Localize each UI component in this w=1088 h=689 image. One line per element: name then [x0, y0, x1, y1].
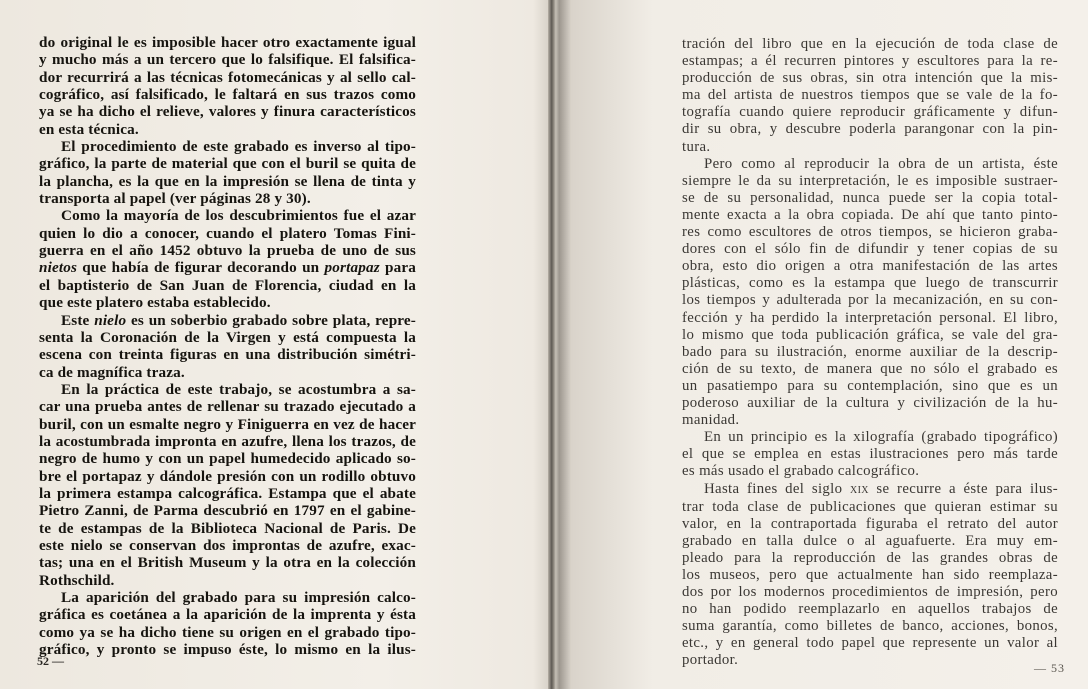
text-line: cográfico, así falsificado, le faltará en sus trazos como	[39, 86, 416, 104]
book-gutter	[548, 0, 556, 689]
text-line: ma del artista de nuestros tiempos que se vale de la fo-	[682, 87, 1058, 104]
text-line: tura.	[682, 138, 711, 155]
text-line: que este platero estaba establecido.	[39, 294, 271, 312]
text-line: senta la Coronación de la Virgen y está compuesta la	[39, 328, 416, 346]
text-line: buril, con un esmalte negro y Finiguerra en vez de hacer	[39, 415, 416, 433]
text-line: tración del libro que en la ejecución de toda clase de	[682, 36, 1058, 52]
text-line: dores con el sólo fin de difundir y tener copias de su	[682, 241, 1058, 258]
text-line: dor recurrirá a las técnicas fotomecánicas y al sello cal-	[39, 68, 416, 86]
text-line: En la práctica de este trabajo, se acostumbra a sa-	[61, 380, 416, 398]
text-line: fección y ha perdido la interpretación personal. El libro,	[682, 309, 1058, 326]
right-page-number: — 53	[1034, 661, 1065, 675]
text-line: bado para su ilustración, enorme auxiliar de la descrip-	[682, 343, 1058, 360]
text-line: trar toda clase de publicaciones que quieran estimar su	[682, 498, 1058, 515]
text-line: los museos, pero que actualmente han sido reemplaza-	[682, 566, 1058, 583]
left-page-number: 52 —	[37, 654, 64, 668]
text-line: en esta técnica.	[39, 120, 139, 138]
text-line: no han podido reemplazarlo en aquellos trabajos de	[682, 601, 1058, 618]
right-page-body	[682, 36, 1058, 669]
text-line: dir su obra, y descubre poderla parangonar con la pin-	[682, 121, 1058, 138]
text-line: un pasatiempo para su contemplación, sino que es un	[682, 377, 1058, 394]
text-line: este nielo se conservan dos improntas de azufre, exac-	[39, 536, 416, 554]
text-line: gráfico, y pronto se impuso éste, lo mismo en la ilus-	[39, 641, 416, 659]
text-line: poderoso auxiliar de la cultura y civilización de la hu-	[682, 394, 1058, 411]
text-line: la acostumbrada impronta en azufre, llena los trazos, de	[39, 432, 416, 450]
text-line: plásticas, como es la estampa que luego de transcurrir	[682, 275, 1058, 292]
text-line: grabado en talla dulce o al aguafuerte. Era muy em-	[682, 532, 1058, 549]
text-line: manidad.	[682, 412, 740, 429]
text-line: La aparición del grabado para su impresión calco-	[61, 589, 416, 606]
left-page-body	[39, 34, 416, 658]
text-line: ca de magnífica traza.	[39, 363, 185, 381]
text-line: como ya se ha dicho tiene su origen en el grabado tipo-	[39, 623, 416, 641]
text-line: car una prueba antes de rellenar su trazado ejecutado a	[39, 398, 416, 416]
text-line: los tiempos y adulterada por la mecanización, en su con-	[682, 292, 1058, 309]
text-line: negro de humo y con un papel humedecido aplicado so-	[39, 450, 416, 468]
right-page	[556, 0, 1088, 689]
text-line: guerra en el año 1452 obtuvo la prueba de uno de sus	[39, 242, 416, 260]
text-line: etc., y en general todo papel que represente un valor al	[682, 635, 1058, 652]
text-line: portador.	[682, 652, 739, 669]
text-line: ción de su texto, de manera que no sólo el grabado es	[682, 360, 1058, 377]
text-line: producción de sus obras, sin otra intención que la mis-	[682, 70, 1058, 87]
text-line: y mucho más a un tercero que lo falsifique. El falsifica-	[39, 51, 416, 69]
text-line: En un principio es la xilografía (grabado tipográfico)	[704, 429, 1058, 446]
text-line: escena con treinta figuras en una distribución simétri-	[39, 346, 416, 364]
text-line: estampas; a él recurren pintores y escultores para la re-	[682, 53, 1058, 70]
text-line: dos por los modernos procedimientos de impresión, pero	[682, 584, 1058, 600]
text-line: Pero como al reproducir la obra de un artista, éste	[704, 155, 1058, 172]
text-line: nietos que había de figurar decorando un portapaz para	[39, 259, 417, 277]
text-line: res como escultores de otros tiempos, se hicieron graba-	[682, 224, 1058, 241]
text-line: el que se emplea en estas ilustraciones pero más tarde	[682, 446, 1058, 463]
text-line: Hasta fines del siglo xix se recurre a éste para ilus-	[704, 481, 1058, 498]
text-line: siempre le da su interpretación, le es imposible sustraer-	[682, 172, 1058, 189]
text-line: el baptisterio de San Juan de Florencia, ciudad en la	[39, 276, 416, 294]
text-line: suma garantía, como billetes de banco, acciones, bonos,	[682, 618, 1058, 635]
text-line: lo mismo que toda publicación gráfica, se vale del gra-	[682, 326, 1058, 343]
text-line: Rothschild.	[39, 571, 115, 589]
text-line: Como la mayoría de los descubrimientos fue el azar	[61, 207, 416, 225]
text-line: la primera estampa calcográfica. Estampa que el abate	[39, 484, 416, 502]
text-line: Este nielo es un soberbio grabado sobre plata, repre-	[61, 311, 417, 329]
text-line: valor, en la contraportada figuraba el retrato del autor	[682, 515, 1058, 532]
text-line: do original le es imposible hacer otro exactamente igual	[39, 34, 416, 51]
text-line: mente exacta a la obra copiada. De ahí que tanto pinto-	[682, 206, 1058, 223]
text-line: ya se ha dicho el relieve, valores y finura característicos	[39, 103, 416, 121]
text-line: te de estampas de la Biblioteca Nacional de Paris. De	[39, 519, 416, 537]
text-line: Pietro Zanni, de Parma descubrió en 1797 en el gabine-	[39, 502, 416, 520]
text-line: obra, esto dio origen a otra manifestación de las artes	[682, 258, 1058, 275]
text-line: tas; una en el British Museum y la otra en la colección	[39, 554, 416, 572]
text-line: la plancha, es la que en la impresión se llena de tinta y	[39, 172, 416, 190]
text-line: El procedimiento de este grabado es inverso al tipo-	[61, 138, 416, 156]
text-line: quien lo dio a conocer, cuando el platero Tomas Fini-	[39, 224, 416, 242]
text-line: transporta al papel (ver páginas 28 y 30).	[39, 190, 311, 208]
text-line: gráfico, la parte de material que con el buril se quita de	[39, 155, 416, 173]
text-line: es más usado el grabado calcográfico.	[682, 463, 920, 480]
text-line: bre el portapaz y dándole presión con un rodillo obtuvo	[39, 467, 416, 485]
text-line: tografía cuando quiere reproducir gráficamente y difun-	[682, 104, 1058, 121]
text-line: pleado para la reproducción de las grandes obras de	[682, 549, 1058, 566]
text-line: gráfica es coetánea a la aparición de la imprenta y ésta	[39, 606, 416, 624]
text-line: se de su personalidad, nunca puede ser la copia total-	[682, 189, 1058, 206]
